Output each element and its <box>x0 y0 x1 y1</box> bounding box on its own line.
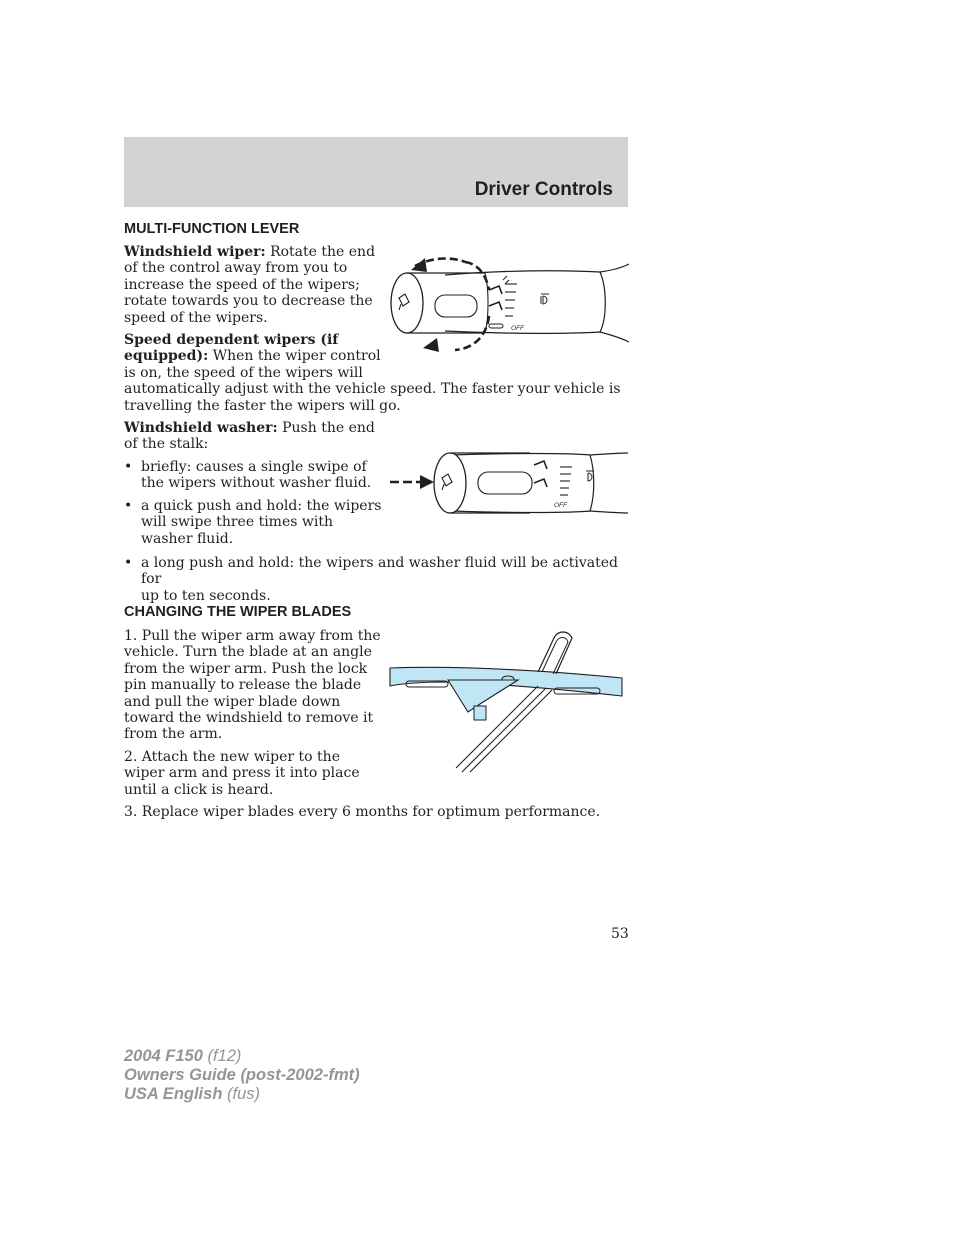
fig1-off-label: OFF <box>511 325 524 332</box>
speed-dependent-paragraph: Speed dependent wipers (if equipped): When the wiper control is on, the speed of the wipers will automatically adjust with the vehicle speed. The faster your vehicle is travelling the faster the wipers will go. <box>124 332 621 414</box>
step-2-paragraph: 2. Attach the new wiper to the wiper arm and press it into place until a click is heard. <box>124 749 360 798</box>
page-title: Driver Controls <box>474 179 613 200</box>
fig2-off-label: OFF <box>554 502 567 509</box>
document-footer: 2004 F150 (f12) Owners Guide (post-2002-fmt) USA English (fus) <box>124 1047 360 1103</box>
step-1-paragraph: 1. Pull the wiper arm away from the vehicle. Turn the blade at an angle from the wiper arm. Push the lock pin manually to release the blade and pull the wiper blade down toward the windshield to remove it from the arm. <box>124 628 381 743</box>
wiper-label: Windshield wiper: <box>124 244 266 260</box>
windshield-wiper-paragraph: Windshield wiper: Rotate the end of the control away from you to increase the speed of the wipers; rotate towards you to decrease the speed of the wipers. <box>124 244 376 326</box>
windshield-washer-paragraph: Windshield washer: Push the end of the stalk: <box>124 420 375 453</box>
step-3-paragraph: 3. Replace wiper blades every 6 months for optimum performance. <box>124 804 601 820</box>
bullet-item-quick-push: • a quick push and hold: the wipers will swipe three times with washer fluid. <box>124 498 382 547</box>
header-band <box>124 137 628 207</box>
page-number: 53 <box>611 926 629 942</box>
wiper-stalk-push-illustration <box>390 445 630 519</box>
section-heading-multi-function-lever: MULTI-FUNCTION LEVER <box>124 221 300 237</box>
wiper-stalk-rotate-illustration <box>385 248 630 358</box>
bullet-item-long-push: • a long push and hold: the wipers and washer fluid will be activated for up to ten seconds. <box>124 555 618 604</box>
bullet-item-briefly: • briefly: causes a single swipe of the wipers without washer fluid. <box>124 459 372 492</box>
section-heading-changing-wiper-blades: CHANGING THE WIPER BLADES <box>124 604 352 620</box>
wiper-blade-illustration <box>388 628 626 774</box>
